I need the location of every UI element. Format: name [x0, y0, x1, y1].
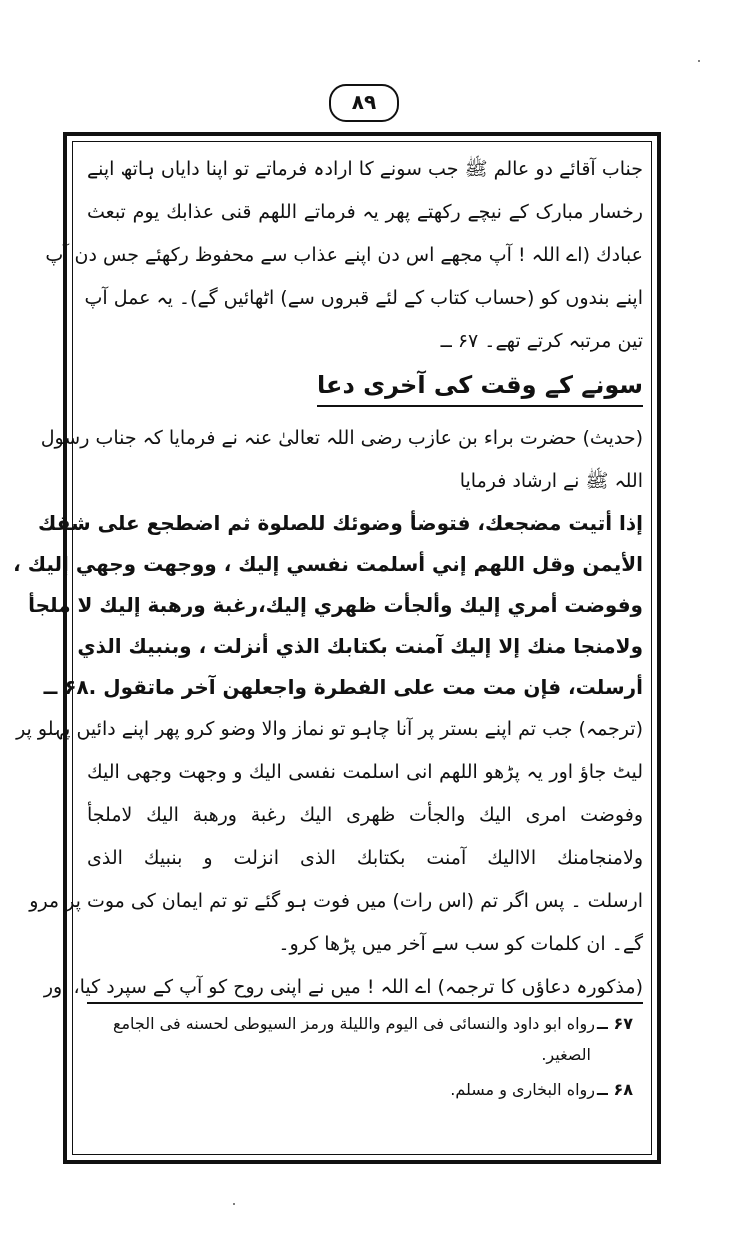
footnote-divider: [87, 1002, 643, 1004]
paragraph-sleep-supplication: [45, 148, 643, 363]
footnote-text: رواه ابو داود والنسائی فی الیوم واللیلة ورمز السیوطی لحسنه فی الجامع: [112, 1014, 595, 1033]
section-heading: سونے کے وقت کی آخری دعا: [317, 365, 643, 407]
text-line: عبادك (اے اللہ ! آپ مجھے اس دن اپنے عذاب سے محفوظ رکھئے جس دن آپ: [45, 244, 643, 266]
footnote: [87, 1008, 633, 1040]
page-number: ۸۹: [329, 84, 399, 122]
text-line: اپنے بندوں کو (حساب کتاب کے لئے قبروں سے) اٹھائیں گے)۔ یہ عمل آپ: [84, 287, 643, 309]
page-frame: [13, 132, 661, 1164]
footnote-number: ۶۸ ــ: [596, 1080, 633, 1099]
text-line: ولامنجامنك الاالیك آمنت بكتابك الذی انزلت و بنبیك الذی: [87, 847, 643, 869]
arabic-line: وفوضت أمري إليك وألجأت ظهري إليك،رغبة ورهبة إليك لا ملجأ: [28, 593, 643, 617]
text-line: (مذکورہ دعاؤں کا ترجمہ) اے اللہ ! میں نے اپنی روح کو آپ کے سپرد کیا، اور: [43, 976, 643, 998]
text-line: لیٹ جاؤ اور یہ پڑھو اللھم انی اسلمت نفسی الیك و وجھت وجھی الیك: [87, 761, 643, 783]
arabic-dua: [13, 503, 643, 708]
arabic-line: ولامنجا منك إلا إليك آمنت بكتابك الذي أنزلت ، وبنبيك الذي: [77, 634, 643, 658]
text-line: گے۔ ان کلمات کو سب سے آخر میں پڑھا کرو۔: [278, 933, 643, 955]
text-line: جناب آقائے دو عالم ﷺ جب سونے کا ارادہ فرماتے تو اپنا دایاں ہاتھ اپنے: [87, 158, 643, 180]
footnote-continuation: الصغیر.: [541, 1045, 591, 1064]
footnotes: [87, 1008, 633, 1106]
text-line: وفوضت امری الیك والجأت ظھری الیك رغبة ورھبة الیك لاملجأ: [87, 804, 643, 826]
paper-speck: [698, 60, 700, 62]
text-line: تین مرتبہ کرتے تھے۔ ۶۷ ــ: [440, 330, 643, 352]
footnote: [87, 1074, 633, 1106]
footnote-text: رواه البخاری و مسلم.: [450, 1080, 595, 1099]
text-line: (حدیث) حضرت براء بن عازب رضی اللہ تعالیٰ عنہ نے فرمایا کہ جناب رسول: [40, 427, 643, 449]
hadith-intro: [40, 417, 643, 503]
arabic-line: الأيمن وقل اللهم إني أسلمت نفسي إليك ، ووجهت وجهي إليك ،: [13, 552, 643, 576]
text-line: رخسار مبارک کے نیچے رکھتے پھر یہ فرماتے اللھم قنی عذابك یوم تبعث: [87, 201, 643, 223]
text-line: اللہ ﷺ نے ارشاد فرمایا: [459, 470, 643, 492]
arabic-line: أرسلت، فإن مت مت على الفطرة واجعلهن آخر ماتقول .۶۸ ــ: [43, 675, 643, 699]
translation: [16, 708, 643, 1009]
paper-speck: [233, 1203, 235, 1205]
text-line: ارسلت ۔ پس اگر تم (اس رات) میں فوت ہو گئے تو تم ایمان کی موت پر مرو: [29, 890, 643, 912]
main-text: [13, 148, 643, 1009]
footnote-number: ۶۷ ــ: [596, 1014, 633, 1033]
arabic-line: إذا أتيت مضجعك، فتوضأ وضوئك للصلوة ثم اضطجع على شقك: [38, 511, 643, 535]
text-line: (ترجمہ) جب تم اپنے بستر پر آنا چاہو تو نماز والا وضو کرو پھر اپنے دائیں پہلو پر: [16, 718, 643, 740]
